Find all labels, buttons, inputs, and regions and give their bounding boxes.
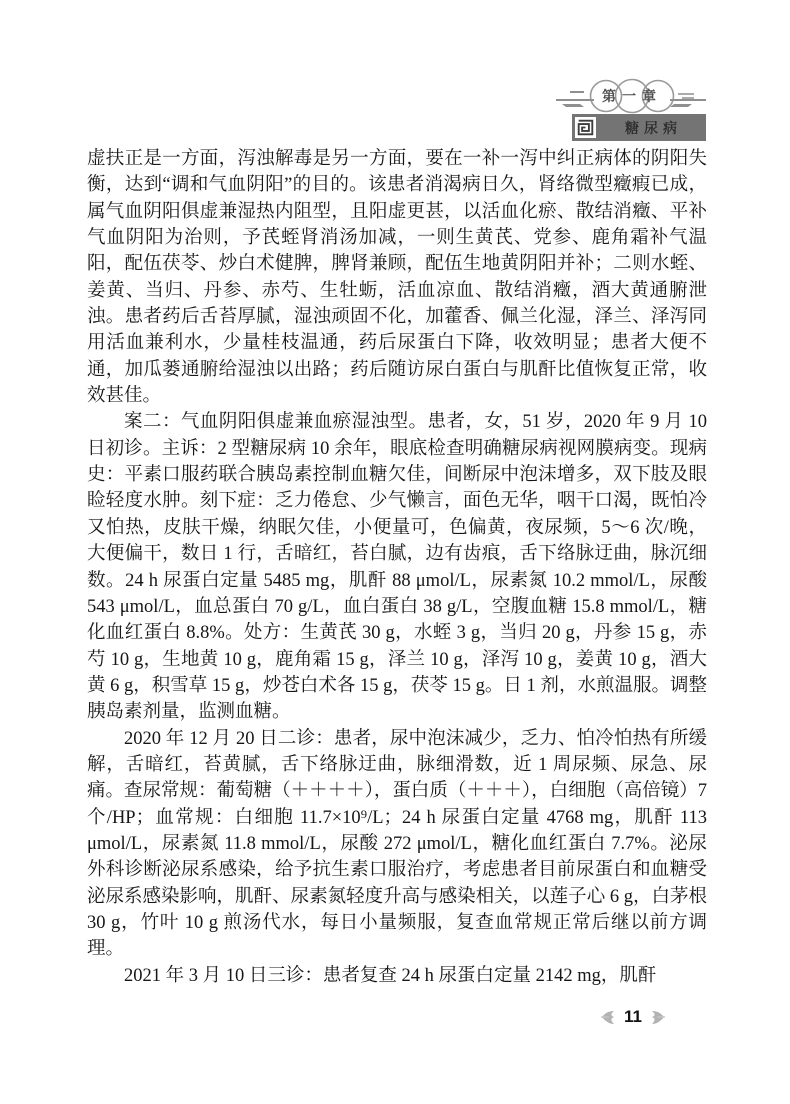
body-text — [87, 146, 707, 989]
paragraph: 2020 年 12 月 20 日二诊：患者，尿中泡沫减少，乏力、怕冷怕热有所缓解，舌暗红，苔黄腻，舌下络脉迂曲，脉细滑数，近 1 周尿频、尿急、尿痛。查尿常规：葡萄糖（＋＋＋＋），蛋白质（＋＋＋），白细胞（高倍镜）7 个/HP；血常规：白细胞 11.7×10⁹/L；24 h 尿蛋白定量 4768 mg，肌酐 113 μmol/L，尿素氮 11.8 mmol/L，尿酸 272 μmol/L，糖化血红蛋白 7.7%。泌尿外科诊断泌尿系感染，给予抗生素口服治疗，考虑患者目前尿蛋白和血糖受泌尿系感染影响，肌酐、尿素氮轻度升高与感染相关，以莲子心 6 g，白茅根 30 g，竹叶 10 g 煎汤代水，每日小量频服，复查血常规正常后继以前方调理。 — [87, 728, 707, 960]
page-number: 11 — [624, 1007, 642, 1026]
page-number-ornament-right-icon — [651, 1010, 665, 1025]
chapter-cloud-ornament — [548, 78, 713, 114]
paragraph: 虚扶正是一方面，泻浊解毒是另一方面，要在一补一泻中纠正病体的阴阳失衡，达到“调和气血阴阳”的目的。该患者消渴病日久，肾络微型癥瘕已成，属气血阴阳俱虚兼湿热内阻型，且阳虚更甚，以活血化瘀、散结消癥、平补气血阴阳为治则，予芪蛭肾消汤加减，一则生黄芪、党参、鹿角霜补气温阳，配伍茯苓、炒白术健脾，脾肾兼顾，配伍生地黄阴阳并补；二则水蛭、姜黄、当归、丹参、赤芍、生牡蛎，活血凉血、散结消癥，酒大黄通腑泄浊。患者药后舌苔厚腻，湿浊顽固不化，加藿香、佩兰化湿，泽兰、泽泻同用活血兼利水，少量桂枝温通，药后尿蛋白下降，收效明显；患者大便不通，加瓜蒌通腑给湿浊以出路；药后随访尿白蛋白与肌酐比值恢复正常，收效甚佳。 — [87, 149, 707, 407]
chapter-label: 第一章 — [602, 90, 662, 105]
section-label: 糖尿病 — [625, 121, 682, 137]
section-bar — [572, 114, 706, 141]
spiral-icon — [575, 117, 596, 138]
chapter-header — [548, 78, 713, 144]
paragraph: 案二：气血阴阳俱虚兼血瘀湿浊型。患者，女，51 岁，2020 年 9 月 10 日初诊。主诉：2 型糖尿病 10 余年，眼底检查明确糖尿病视网膜病变。现病史：平素口服药联合胰岛素控制血糖欠佳，间断尿中泡沫增多，双下肢及眼睑轻度水肿。刻下症：乏力倦怠、少气懒言，面色无华，咽干口渴，既怕冷又怕热，皮肤干燥，纳眠欠佳，小便量可，色偏黄，夜尿频，5～6 次/晚，大便偏干，数日 1 行，舌暗红，苔白腻，边有齿痕，舌下络脉迂曲，脉沉细数。24 h 尿蛋白定量 5485 mg，肌酐 88 μmol/L，尿素氮 10.2 mmol/L，尿酸 543 μmol/L，血总蛋白 70 g/L，血白蛋白 38 g/L，空腹血糖 15.8 mmol/L，糖化血红蛋白 8.8%。处方：生黄芪 30 g，水蛭 3 g，当归 20 g，丹参 15 g，赤芍 10 g，生地黄 10 g，鹿角霜 15 g，泽兰 10 g，泽泻 10 g，姜黄 10 g，酒大黄 6 g，积雪草 15 g，炒苍白术各 15 g，茯苓 15 g。日 1 剂，水煎温服。调整胰岛素剂量，监测血糖。 — [87, 412, 707, 723]
page-number-ornament-left-icon — [601, 1010, 615, 1025]
paragraph: 2021 年 3 月 10 日三诊：患者复查 24 h 尿蛋白定量 2142 mg，肌酐 — [124, 965, 657, 986]
page-footer — [588, 1003, 678, 1031]
